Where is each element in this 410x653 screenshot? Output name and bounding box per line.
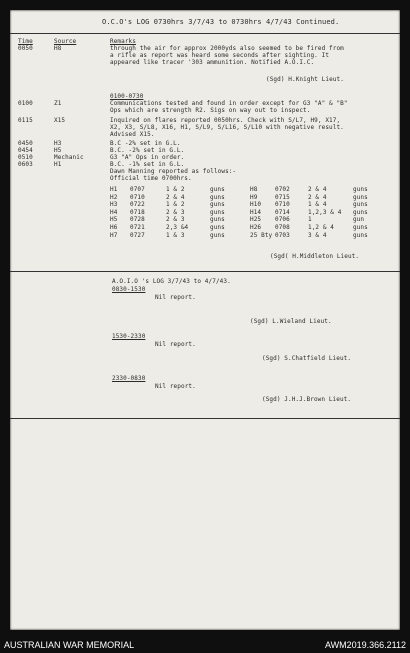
manning-cell: guns bbox=[353, 193, 368, 201]
manning-cell: 1,2 & 4 bbox=[308, 224, 334, 231]
nil-report: Nil report. bbox=[155, 383, 196, 390]
manning-cell: guns bbox=[210, 208, 225, 216]
manning-cell: H9 bbox=[250, 193, 258, 201]
col-time: Time bbox=[18, 38, 33, 45]
manning-cell: H10 bbox=[250, 201, 262, 209]
entry-remark: Official time 0700hrs. bbox=[110, 175, 192, 182]
aolog-header: A.O.I.O 's LOG 3/7/43 to 4/7/43. bbox=[112, 278, 231, 285]
nil-report: Nil report. bbox=[155, 294, 196, 301]
entry-remark: X2, X3, S/L8, X16, H1, S/L9, S/L16, S/L10 with negative result. bbox=[110, 124, 344, 131]
manning-cell: 1 & 2 bbox=[166, 186, 185, 193]
col-source: Source bbox=[54, 38, 77, 45]
watch-period: 1530-2330 bbox=[112, 333, 146, 340]
signature: (Sgd) J.H.J.Brown Lieut. bbox=[262, 396, 352, 403]
manning-cell: 25 Bty bbox=[250, 231, 273, 239]
manning-cell: 0718 bbox=[130, 208, 145, 216]
manning-cell: 0710 bbox=[275, 201, 290, 209]
manning-cell: 1 bbox=[308, 216, 312, 224]
manning-cell: 1,2,3 & 4 bbox=[308, 208, 342, 216]
manning-cell: H14 bbox=[250, 208, 262, 216]
manning-cell: 3 & 4 bbox=[308, 231, 327, 239]
manning-cell: H2 bbox=[110, 193, 118, 201]
manning-cell: guns bbox=[353, 208, 368, 216]
manning-cell: 1 & 4 bbox=[308, 201, 327, 209]
manning-cell: H4 bbox=[110, 208, 118, 216]
manning-cell: 2 & 4 bbox=[308, 193, 327, 201]
manning-cell: 1 & 3 bbox=[166, 231, 185, 239]
entry-source: Mechanic bbox=[54, 154, 84, 161]
manning-cell: 0708 bbox=[275, 224, 290, 231]
manning-cell: H26 bbox=[250, 224, 262, 231]
manning-cell: 0706 bbox=[275, 216, 290, 224]
manning-cell: 0728 bbox=[130, 216, 145, 224]
manning-cell: gun bbox=[353, 216, 365, 224]
manning-cell: guns bbox=[353, 186, 368, 193]
footer-archive: AUSTRALIAN WAR MEMORIAL bbox=[4, 640, 135, 650]
entry-remark: G3 "A" Ops in order. bbox=[110, 154, 185, 161]
signature: (Sgd) S.Chatfield Lieut. bbox=[262, 355, 352, 362]
manning-cell: 0702 bbox=[275, 186, 290, 193]
nil-report: Nil report. bbox=[155, 341, 196, 348]
manning-cell: H3 bbox=[110, 201, 118, 209]
manning-cell: H6 bbox=[110, 224, 118, 231]
manning-cell: guns bbox=[210, 201, 225, 209]
entry-remark: B.C. -2% set in G.L. bbox=[110, 147, 185, 154]
manning-cell: H8 bbox=[250, 186, 258, 193]
entry-time: 0100 bbox=[18, 100, 33, 107]
manning-cell: 2 & 3 bbox=[166, 208, 185, 216]
entry-remark: Inquired on flares reported 0050hrs. Check with S/L7, H9, X17, bbox=[110, 117, 341, 124]
manning-cell: H5 bbox=[110, 216, 118, 224]
section-rule bbox=[10, 271, 400, 272]
entry-source: Z1 bbox=[54, 100, 62, 107]
signature: (Sgd) L.Wieland Lieut. bbox=[250, 318, 332, 325]
manning-cell: guns bbox=[210, 224, 225, 231]
manning-cell: 0722 bbox=[130, 201, 145, 209]
watch-period: 0830-1530 bbox=[112, 286, 146, 293]
manning-cell: guns bbox=[210, 186, 225, 193]
entry-time: 0450 bbox=[18, 140, 33, 147]
entry-remark: Dawn Manning reported as follows:- bbox=[110, 168, 237, 175]
entry-source: H1 bbox=[54, 161, 62, 168]
entry-remark: B.C -2% set in G.L. bbox=[110, 140, 181, 147]
entry-remark: a rifle as report was heard some seconds after sighting. It bbox=[110, 52, 330, 59]
manning-cell: H1 bbox=[110, 186, 118, 193]
entry-time: 0454 bbox=[18, 147, 33, 154]
entry-remark: Advised X15. bbox=[110, 131, 155, 138]
manning-cell: H25 bbox=[250, 216, 262, 224]
manning-cell: guns bbox=[353, 231, 368, 239]
signature: (Sgd) H.Knight Lieut. bbox=[266, 76, 344, 83]
manning-cell: guns bbox=[353, 224, 368, 231]
manning-cell: 0715 bbox=[275, 193, 290, 201]
manning-cell: 0721 bbox=[130, 224, 145, 231]
entry-remark: B.C. -1% set in G.L. bbox=[110, 161, 185, 168]
log-header: O.C.O's LOG 0730hrs 3/7/43 to 0730hrs 4/7/43 Continued. bbox=[102, 18, 340, 26]
manning-cell: H7 bbox=[110, 231, 118, 239]
entry-time: 0115 bbox=[18, 117, 33, 124]
manning-cell: 2 & 4 bbox=[308, 186, 327, 193]
entry-remark: through the air for approx 2000yds also seemed to be fired from bbox=[110, 45, 344, 52]
entry-time: 0510 bbox=[18, 154, 33, 161]
entry-time: 0050 bbox=[18, 45, 33, 52]
bottom-rule bbox=[10, 418, 400, 419]
manning-cell: 0727 bbox=[130, 231, 145, 239]
entry-remark: appeared like tracer '303 ammunition. Notified A.O.I.C. bbox=[110, 59, 315, 66]
manning-cell: 1 & 2 bbox=[166, 201, 185, 209]
manning-cell: 0703 bbox=[275, 231, 290, 239]
watch-period: 2330-0830 bbox=[112, 375, 146, 382]
watch-period: 0100-0730 bbox=[110, 93, 144, 100]
entry-time: 0603 bbox=[18, 161, 33, 168]
entry-source: H5 bbox=[54, 147, 62, 154]
entry-remark: Communications tested and found in order except for G3 "A" & "B" bbox=[110, 100, 348, 107]
entry-source: X15 bbox=[54, 117, 66, 124]
signature: (Sgd( H.Middleton Lieut. bbox=[270, 253, 360, 260]
entry-remark: Ops which are strength R2. Sigs on way out to inspect. bbox=[110, 107, 311, 114]
manning-cell: 2 & 4 bbox=[166, 193, 185, 201]
manning-cell: 0710 bbox=[130, 193, 145, 201]
manning-cell: 0707 bbox=[130, 186, 145, 193]
manning-cell: 2,3 &4 bbox=[166, 224, 189, 231]
manning-cell: guns bbox=[210, 216, 225, 224]
footer-accession: AWM2019.366.2112 bbox=[324, 640, 406, 650]
manning-cell: guns bbox=[210, 193, 225, 201]
manning-cell: 0714 bbox=[275, 208, 290, 216]
entry-source: H3 bbox=[54, 140, 62, 147]
manning-cell: 2 & 3 bbox=[166, 216, 185, 224]
header-rule bbox=[10, 33, 400, 34]
manning-cell: guns bbox=[210, 231, 225, 239]
entry-source: H8 bbox=[54, 45, 62, 52]
col-remarks: Remarks bbox=[110, 38, 136, 45]
manning-cell: guns bbox=[353, 201, 368, 209]
